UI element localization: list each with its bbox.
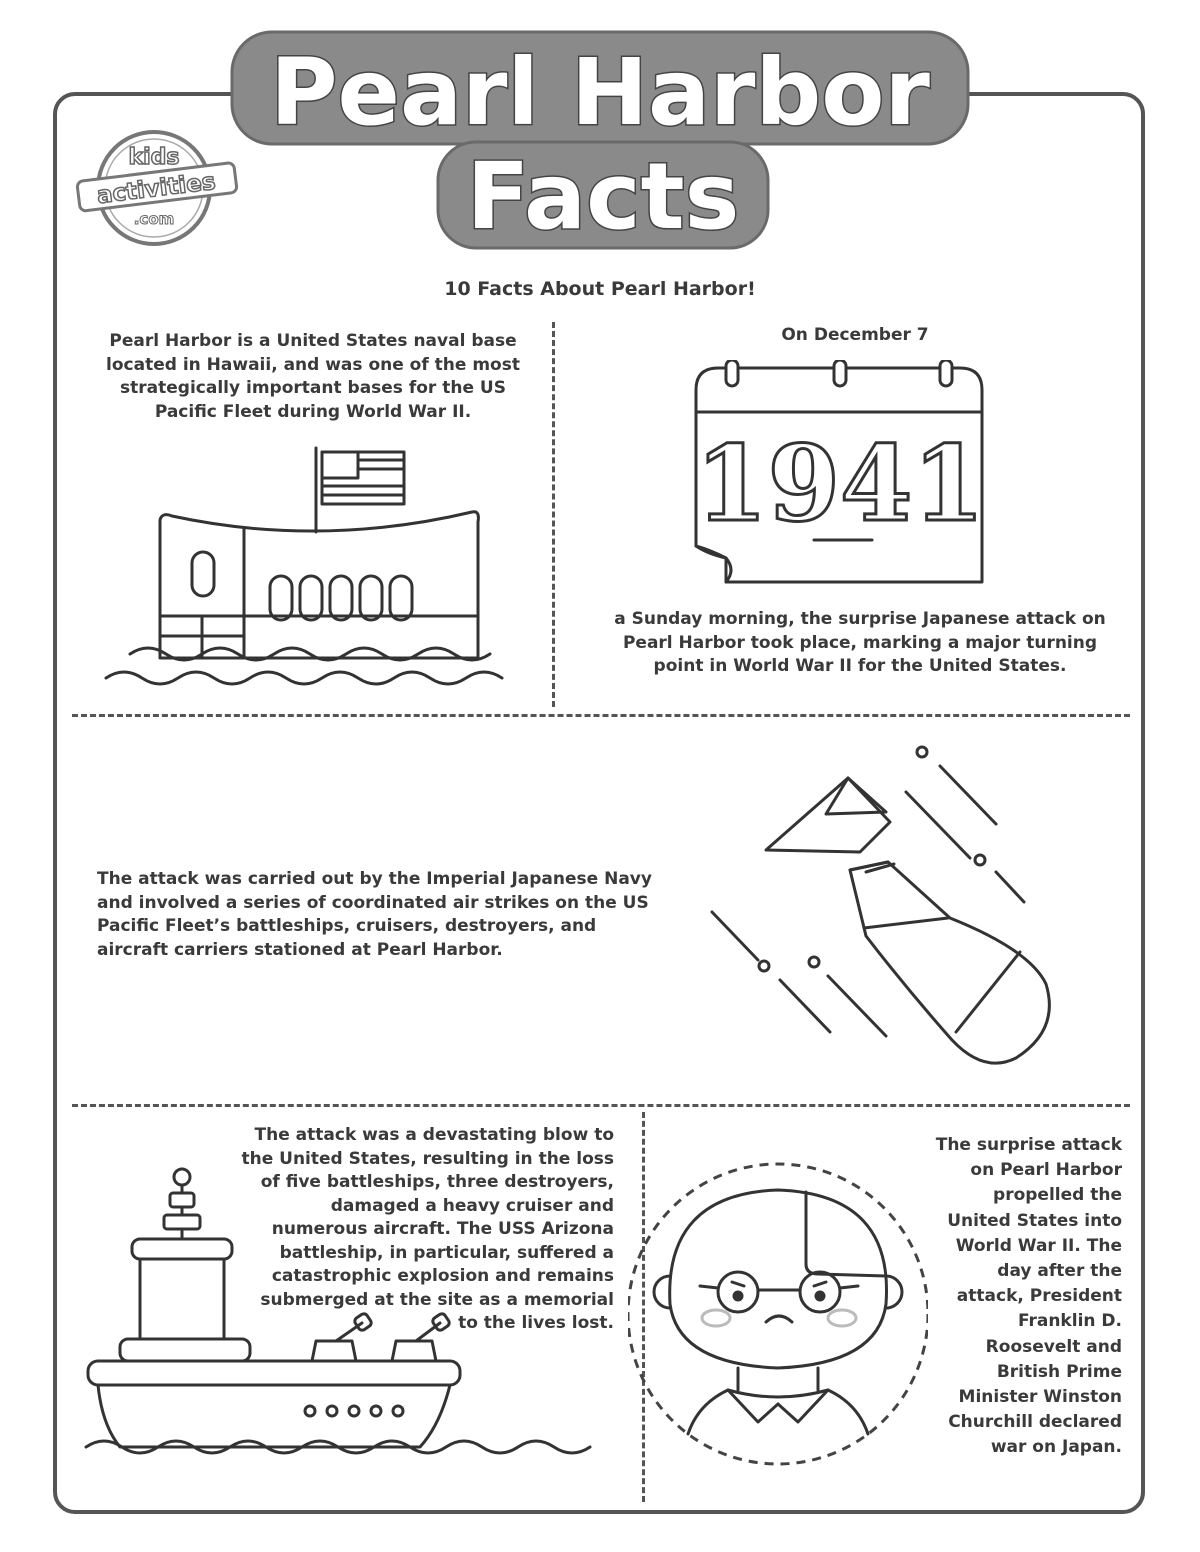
divider-horizontal-2 [72, 1104, 1130, 1107]
title-line1: Pearl Harbor [270, 39, 930, 146]
fact-1-text: Pearl Harbor is a United States naval base located in Hawaii, and was one of the most strategically important bases for the US Pacific Fleet during World War II. [106, 331, 520, 422]
fact-5-text: The surprise attack on Pearl Harbor propelled the United States into World War II. The day after the attack, President Franklin D. Roosevelt and British Prime Minister Winston Churchill declared war on Japan. [935, 1135, 1122, 1458]
fact-4-text: The attack was a devastating blow to the United States, resulting in the loss of five battleships, three destroyers, damaged a heavy cruiser and numerous aircraft. The USS Arizona battleship, in particular, suffered a catastrophic explosion and remains submerged at the site as a memorial to the lives lost. [241, 1125, 614, 1333]
bomb-icon [700, 740, 1060, 1070]
page-title [230, 24, 970, 254]
churchill-portrait-icon [628, 1154, 928, 1474]
calendar-year: 1941 [695, 422, 985, 545]
fact-3-text: The attack was carried out by the Imperial Japanese Navy and involved a series of coordinated air strikes on the US Pacific Fleet’s battleships, cruisers, destroyers, and aircraft carriers stationed at Pearl Harbor. [97, 869, 652, 960]
logo-word-kids: kids [128, 145, 180, 170]
logo-word-activities: activities [95, 168, 217, 210]
divider-horizontal-1 [72, 714, 1130, 717]
logo-word-com: .com [133, 210, 175, 228]
kids-activities-logo [76, 128, 241, 258]
calendar-icon [690, 360, 990, 590]
title-line2: Facts [466, 143, 740, 250]
divider-vertical-top [552, 322, 555, 707]
memorial-icon [100, 440, 520, 695]
fact-2-text: a Sunday morning, the surprise Japanese attack on Pearl Harbor took place, marking a major turning point in World War II for the United States. [614, 609, 1106, 676]
battleship-icon [80, 1165, 620, 1480]
fact-2-date-label: On December 7 [781, 325, 929, 345]
subtitle: 10 Facts About Pearl Harbor! [444, 278, 756, 300]
